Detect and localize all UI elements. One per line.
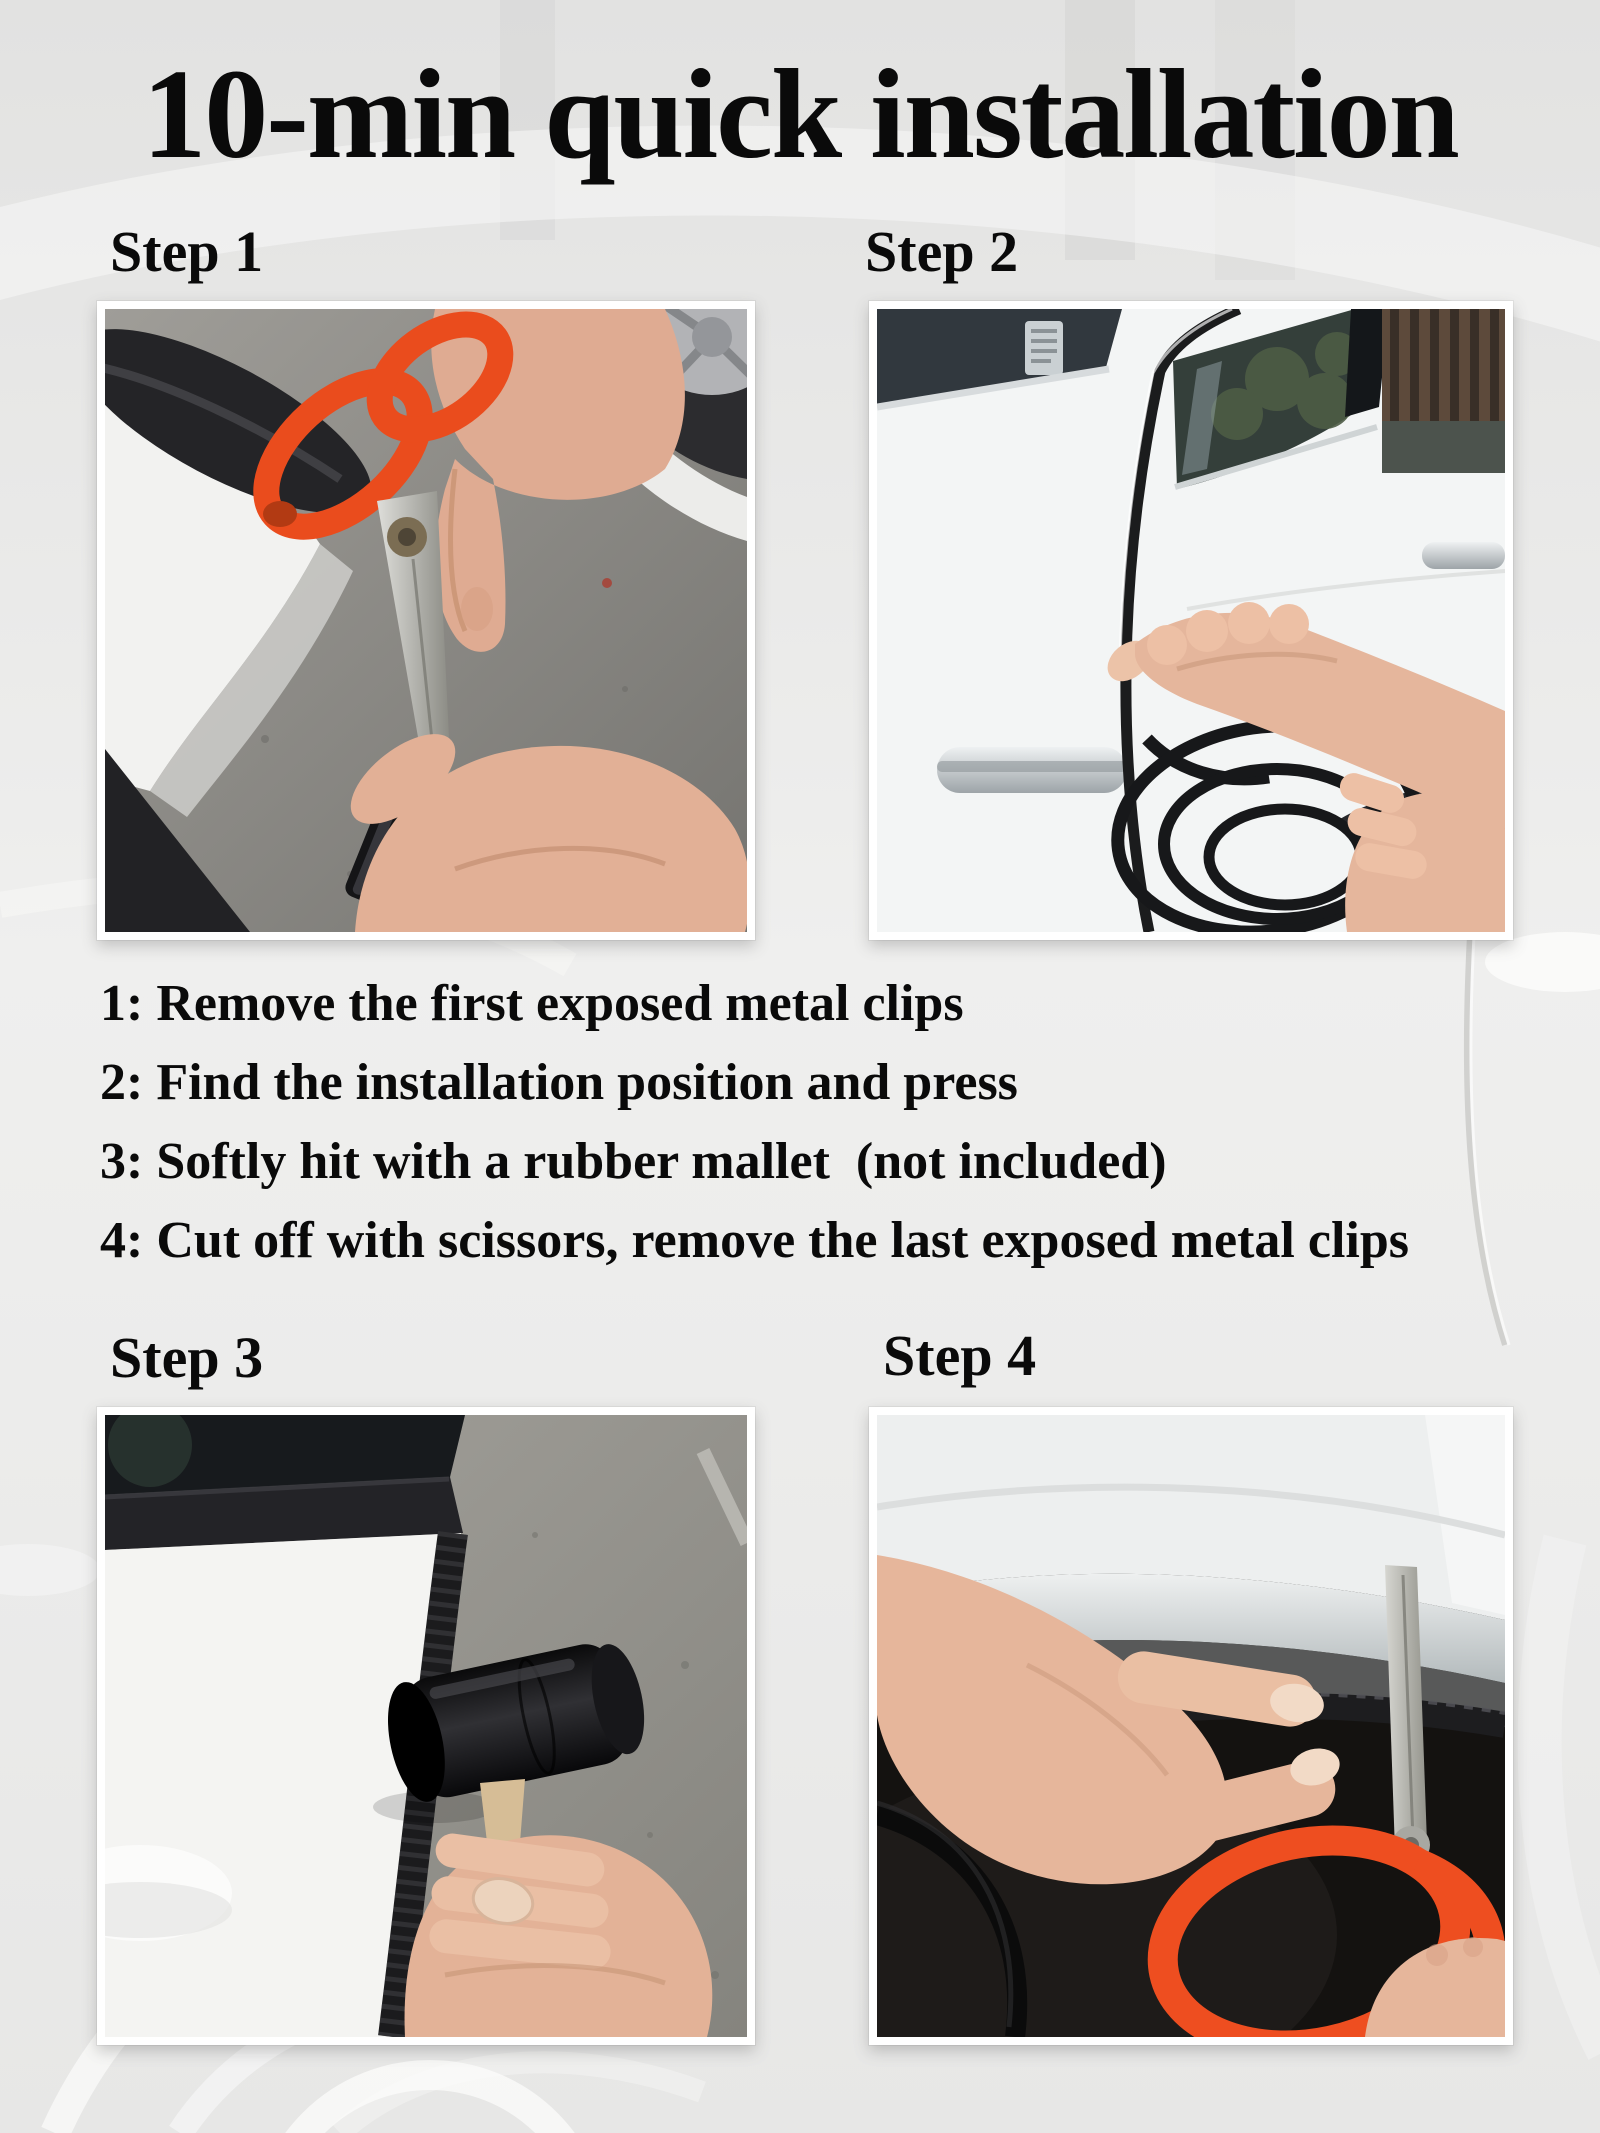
handle-shadow xyxy=(937,761,1127,772)
instruction-line-2: 2: Find the installation position and press xyxy=(100,1054,1018,1111)
poster-title: 10-min quick installation xyxy=(142,43,1458,185)
instruction-line-1: 1: Remove the first exposed metal clips xyxy=(100,975,964,1032)
step-1-label: Step 1 xyxy=(110,219,264,284)
step-4-label: Step 4 xyxy=(883,1323,1037,1388)
building-background xyxy=(1382,309,1505,473)
step-2-photo xyxy=(869,301,1513,940)
instruction-line-4: 4: Cut off with scissors, remove the last exposed metal clips xyxy=(100,1212,1409,1269)
car-window xyxy=(105,1415,465,1550)
step-3-label: Step 3 xyxy=(110,1325,264,1390)
instruction-line-3: 3: Softly hit with a rubber mallet (not included) xyxy=(100,1133,1167,1190)
handle-end-hole xyxy=(263,501,297,527)
step-1-photo xyxy=(97,301,755,940)
step-3-photo xyxy=(97,1407,755,2045)
step-4-photo xyxy=(869,1407,1513,2045)
rear-door-handle xyxy=(1422,542,1505,569)
red-speck xyxy=(602,578,612,588)
step-2-label: Step 2 xyxy=(865,219,1019,284)
instruction-list xyxy=(100,964,1409,1280)
